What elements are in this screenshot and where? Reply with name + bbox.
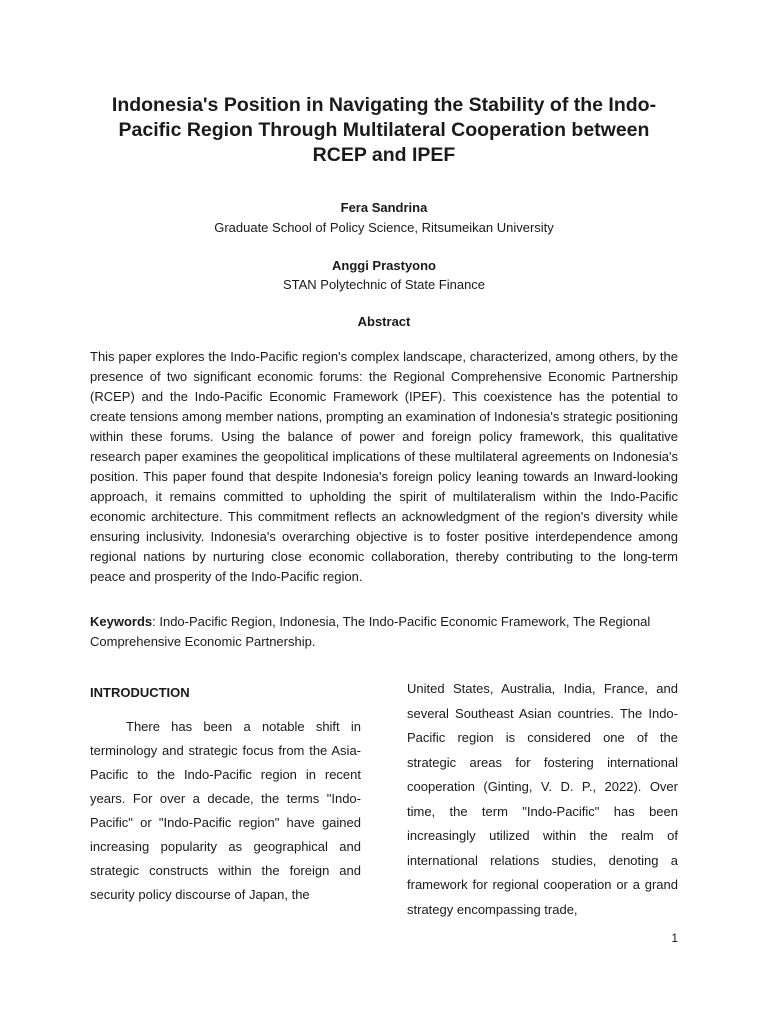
introduction-heading: INTRODUCTION: [90, 685, 190, 700]
keywords: [90, 612, 678, 652]
abstract-heading: Abstract: [357, 314, 411, 329]
introduction-text-left: There has been a notable shift in terminology and strategic focus from the Asia-Pacific to the Indo-Pacific region in recent years. For over a decade, the terms "Indo-Pacific" or "Indo-Pacific region" have gained increasing popularity as geographical and strategic constructs within the foreign and security policy discourse of Japan, the: [90, 719, 361, 902]
author-affiliation-2: STAN Polytechnic of State Finance: [282, 277, 486, 292]
abstract-body: This paper explores the Indo-Pacific region's complex landscape, characterized, among others, by the presence of two significant economic forums: the Regional Comprehensive Economic Partnership (RCEP) and the Indo-Pacific Economic Framework (IPEF). This coexistence has the potential to create tensions among member nations, prompting an examination of Indonesia's strategic positioning within these forums. Using the balance of power and foreign policy framework, this qualitative research paper examines the geopolitical implications of these multilateral agreements on Indonesia's position. This paper found that despite Indonesia's foreign policy leaning towards an Inward-looking approach, it remains committed to upholding the spirit of multilateralism within the Indo-Pacific economic architecture. This commitment reflects an acknowledgment of the region's diversity while ensuring inclusivity. Indonesia's overarching objective is to foster positive interdependence among regional nations by nurturing close economic collaboration, thereby contributing to the long-term peace and prosperity of the Indo-Pacific region.: [90, 349, 678, 584]
page-number: 1: [671, 931, 678, 945]
author-name-1: Fera Sandrina: [340, 200, 428, 215]
introduction-text-right: United States, Australia, India, France, and several Southeast Asian countries. The Indo-Pacific region is considered one of the strategic areas for fostering international cooperation (Ginting, V. D. P., 2022). Over time, the term "Indo-Pacific" has been increasingly utilized within the realm of international relations studies, denoting a framework for regional cooperation or a grand strategy encompassing trade,: [407, 681, 678, 917]
author-affiliation-1: Graduate School of Policy Science, Ritsumeikan University: [214, 220, 554, 235]
paper-title: Indonesia's Position in Navigating the Stability of the Indo-Pacific Region Through Multilateral Cooperation between RCEP and IPEF: [111, 94, 657, 166]
author-name-2: Anggi Prastyono: [331, 258, 436, 273]
keywords-text: : Indo-Pacific Region, Indonesia, The Indo-Pacific Economic Framework, The Regional Comprehensive Economic Partnership.: [90, 614, 651, 649]
left-column: [90, 683, 361, 907]
keywords-label: Keywords: [90, 614, 153, 629]
